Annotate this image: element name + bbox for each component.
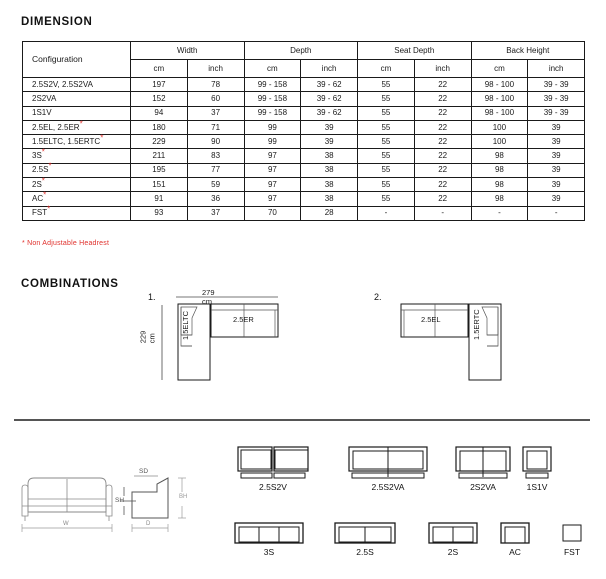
dimension-section-heading: DIMENSION [21, 16, 93, 28]
cell-seat-depth-cm: 55 [358, 135, 415, 149]
cell-back-height-inch: 39 [528, 135, 585, 149]
cell-width-cm: 152 [131, 92, 188, 106]
module-label: 2S [447, 547, 459, 557]
module-label: 3S [263, 547, 275, 557]
footnote-marker: * [100, 133, 104, 143]
unit-header-width-cm: cm [131, 60, 188, 78]
column-header-seat-depth: Seat Depth [358, 42, 472, 60]
cell-width-inch: 59 [187, 178, 244, 192]
cell-configuration: FST* [23, 206, 131, 220]
spec-label-depth: D [146, 521, 151, 527]
cell-back-height-cm: 98 - 100 [471, 92, 528, 106]
spec-label-seat-height: SH [115, 497, 125, 504]
cell-back-height-inch: 39 - 39 [528, 106, 585, 120]
cell-width-cm: 93 [131, 206, 188, 220]
cell-seat-depth-cm: - [358, 206, 415, 220]
combination-1-drawing [148, 288, 338, 388]
dimension-table-head [23, 42, 585, 78]
cell-back-height-inch: 39 - 39 [528, 92, 585, 106]
cell-seat-depth-cm: 55 [358, 149, 415, 163]
module-drawing [237, 443, 309, 481]
cell-back-height-inch: 39 [528, 149, 585, 163]
cell-back-height-cm: 100 [471, 120, 528, 134]
cell-configuration: 2.5S* [23, 163, 131, 177]
cell-seat-depth-cm: 55 [358, 120, 415, 134]
table-row [23, 106, 585, 120]
table-row [23, 163, 585, 177]
unit-header-width-inch: inch [187, 60, 244, 78]
unit-header-seat-depth-cm: cm [358, 60, 415, 78]
cell-back-height-inch: 39 [528, 178, 585, 192]
module-label: AC [509, 547, 521, 557]
column-header-configuration: Configuration [23, 42, 131, 78]
cell-configuration: 2S* [23, 178, 131, 192]
table-row [23, 78, 585, 92]
cell-depth-inch: 39 - 62 [301, 92, 358, 106]
cell-back-height-cm: 98 - 100 [471, 106, 528, 120]
cell-seat-depth-inch: 22 [414, 135, 471, 149]
cell-depth-cm: 99 - 158 [244, 92, 301, 106]
cell-width-inch: 90 [187, 135, 244, 149]
cell-seat-depth-inch: 22 [414, 149, 471, 163]
cell-depth-inch: 38 [301, 178, 358, 192]
cell-width-cm: 91 [131, 192, 188, 206]
cell-back-height-inch: 39 [528, 120, 585, 134]
cell-back-height-inch: - [528, 206, 585, 220]
module-label: 2.5S2V [259, 482, 287, 492]
table-row [23, 92, 585, 106]
footnote-marker: * [41, 147, 45, 157]
cell-seat-depth-cm: 55 [358, 78, 415, 92]
cell-back-height-inch: 39 - 39 [528, 78, 585, 92]
footnote-marker: * [47, 204, 51, 214]
module-drawing [234, 521, 304, 545]
cell-seat-depth-inch: 22 [414, 120, 471, 134]
cell-configuration: 3S* [23, 149, 131, 163]
cell-width-cm: 197 [131, 78, 188, 92]
footnote-marker: * [43, 190, 47, 200]
module-label: 2.5S2VA [371, 482, 405, 492]
cell-depth-inch: 39 [301, 135, 358, 149]
combination-1-horizontal-piece-label: 2.5ER [233, 315, 254, 324]
sofa-spec-diagram [16, 466, 216, 566]
table-row [23, 135, 585, 149]
cell-configuration: 2.5EL, 2.5ER* [23, 120, 131, 134]
cell-seat-depth-inch: 22 [414, 163, 471, 177]
module-drawing [455, 443, 511, 481]
footnote-marker: * [41, 176, 45, 186]
column-header-back-height: Back Height [471, 42, 585, 60]
cell-width-inch: 37 [187, 106, 244, 120]
cell-depth-cm: 99 [244, 120, 301, 134]
unit-header-depth-inch: inch [301, 60, 358, 78]
cell-back-height-cm: 98 - 100 [471, 78, 528, 92]
cell-depth-inch: 28 [301, 206, 358, 220]
sofa-spec-drawing [16, 466, 216, 561]
cell-depth-cm: 97 [244, 163, 301, 177]
cell-width-inch: 83 [187, 149, 244, 163]
footnote-marker: * [48, 161, 52, 171]
module-drawing [334, 521, 396, 545]
unit-header-back-height-cm: cm [471, 60, 528, 78]
cell-back-height-inch: 39 [528, 192, 585, 206]
section-divider [14, 419, 590, 421]
combination-1-height-label: 229 cm [138, 330, 157, 344]
cell-width-cm: 151 [131, 178, 188, 192]
cell-seat-depth-inch: 22 [414, 106, 471, 120]
table-row [23, 120, 585, 134]
module-drawing [522, 443, 552, 481]
combination-2-number: 2. [374, 292, 382, 302]
cell-seat-depth-cm: 55 [358, 178, 415, 192]
cell-back-height-cm: 98 [471, 163, 528, 177]
cell-depth-inch: 39 - 62 [301, 106, 358, 120]
table-row [23, 178, 585, 192]
cell-seat-depth-inch: 22 [414, 178, 471, 192]
combination-2-drawing [374, 288, 564, 388]
combination-1-vertical-piece-label: 1.5ELTC [181, 310, 190, 340]
cell-width-cm: 180 [131, 120, 188, 134]
combination-2-vertical-piece-label: 1.5ERTC [472, 309, 481, 340]
cell-width-inch: 71 [187, 120, 244, 134]
dimension-table [22, 41, 585, 221]
cell-depth-cm: 70 [244, 206, 301, 220]
column-header-width: Width [131, 42, 245, 60]
cell-width-cm: 94 [131, 106, 188, 120]
unit-header-depth-cm: cm [244, 60, 301, 78]
footnote-marker: * [79, 118, 83, 128]
cell-configuration: 1.5ELTC, 1.5ERTC* [23, 135, 131, 149]
cell-depth-cm: 99 - 158 [244, 106, 301, 120]
cell-depth-inch: 38 [301, 192, 358, 206]
spec-label-width: W [63, 521, 69, 527]
module-drawing [562, 521, 582, 545]
cell-width-inch: 78 [187, 78, 244, 92]
cell-seat-depth-inch: 22 [414, 78, 471, 92]
cell-width-inch: 77 [187, 163, 244, 177]
module-label: 2.5S [356, 547, 374, 557]
module-drawing [348, 443, 428, 481]
cell-back-height-cm: - [471, 206, 528, 220]
combination-1-number: 1. [148, 292, 156, 302]
cell-depth-cm: 97 [244, 192, 301, 206]
column-header-depth: Depth [244, 42, 358, 60]
cell-depth-inch: 38 [301, 163, 358, 177]
module-drawing [428, 521, 478, 545]
spec-label-back-height: BH [179, 494, 188, 500]
cell-back-height-cm: 100 [471, 135, 528, 149]
table-footnote: * Non Adjustable Headrest [22, 240, 110, 247]
cell-seat-depth-inch: 22 [414, 92, 471, 106]
table-row [23, 206, 585, 220]
cell-seat-depth-inch: 22 [414, 192, 471, 206]
cell-depth-cm: 97 [244, 178, 301, 192]
dimension-table-body [23, 78, 585, 221]
module-label: 2S2VA [470, 482, 496, 492]
cell-width-cm: 229 [131, 135, 188, 149]
unit-header-back-height-inch: inch [528, 60, 585, 78]
cell-seat-depth-inch: - [414, 206, 471, 220]
cell-configuration: 2.5S2V, 2.5S2VA [23, 78, 131, 92]
cell-seat-depth-cm: 55 [358, 92, 415, 106]
cell-back-height-cm: 98 [471, 149, 528, 163]
module-label: FST [563, 547, 581, 557]
cell-depth-cm: 99 - 158 [244, 78, 301, 92]
combination-2-horizontal-piece-label: 2.5EL [421, 315, 441, 324]
cell-depth-inch: 39 [301, 120, 358, 134]
cell-width-inch: 60 [187, 92, 244, 106]
cell-back-height-cm: 98 [471, 192, 528, 206]
cell-width-inch: 36 [187, 192, 244, 206]
module-drawing [500, 521, 530, 545]
table-row [23, 149, 585, 163]
cell-seat-depth-cm: 55 [358, 192, 415, 206]
unit-header-seat-depth-inch: inch [414, 60, 471, 78]
spec-label-seat-depth: SD [139, 468, 149, 475]
cell-configuration: 1S1V [23, 106, 131, 120]
cell-depth-cm: 99 [244, 135, 301, 149]
cell-back-height-inch: 39 [528, 163, 585, 177]
cell-depth-inch: 39 - 62 [301, 78, 358, 92]
cell-seat-depth-cm: 55 [358, 106, 415, 120]
combinations-section-heading: COMBINATIONS [21, 278, 119, 290]
cell-width-cm: 211 [131, 149, 188, 163]
combination-1-width-label: 279 cm [202, 288, 215, 306]
cell-configuration: AC* [23, 192, 131, 206]
table-row [23, 192, 585, 206]
cell-width-inch: 37 [187, 206, 244, 220]
cell-depth-cm: 97 [244, 149, 301, 163]
module-label: 1S1V [526, 482, 548, 492]
table-group-header-row [23, 42, 585, 60]
cell-width-cm: 195 [131, 163, 188, 177]
cell-back-height-cm: 98 [471, 178, 528, 192]
cell-seat-depth-cm: 55 [358, 163, 415, 177]
cell-configuration: 2S2VA [23, 92, 131, 106]
cell-depth-inch: 38 [301, 149, 358, 163]
